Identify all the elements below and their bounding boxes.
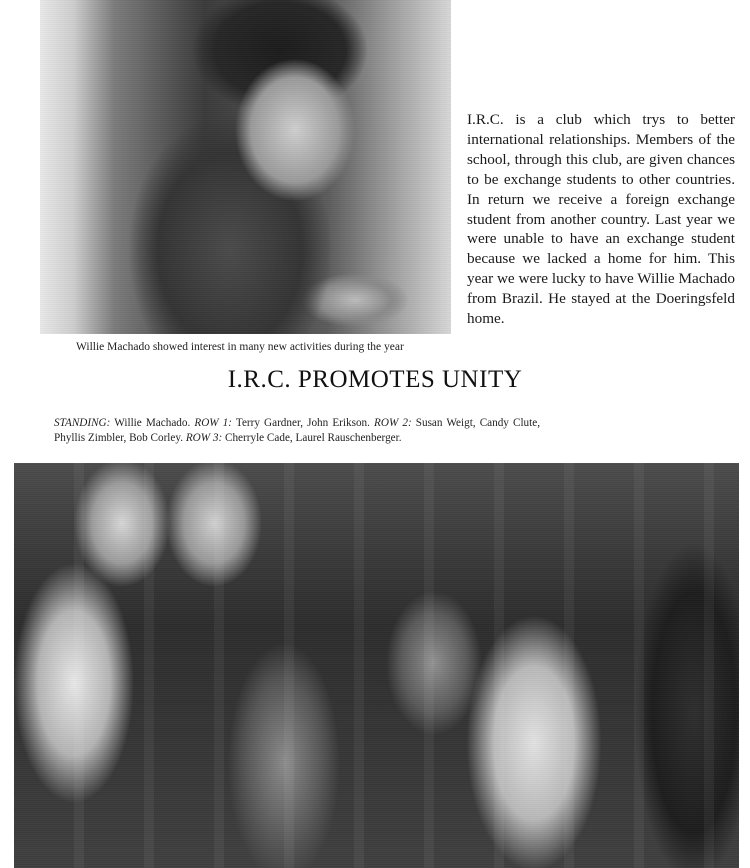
- photo-grain: [14, 463, 739, 868]
- group-photo-irc-members: [14, 463, 739, 868]
- standing-names: Willie Machado.: [114, 417, 191, 429]
- page-headline: I.R.C. PROMOTES UNITY: [227, 366, 523, 393]
- standing-label: STANDING:: [54, 417, 111, 429]
- group-photo-names: [54, 416, 540, 446]
- photo-caption: Willie Machado showed interest in many new activities during the year: [76, 341, 404, 353]
- row1-label: ROW 1:: [194, 417, 232, 429]
- row3-label: ROW 3:: [185, 432, 223, 444]
- row2-names: Susan Weigt, Candy Clute, Phyllis Zimbler, Bob Corley.: [54, 417, 541, 444]
- row1-names: Terry Gardner, John Erikson.: [235, 417, 370, 429]
- photo-willie-machado: [40, 0, 451, 334]
- photo-grain: [40, 0, 451, 334]
- row3-names: Cherryle Cade, Laurel Rauschenberger.: [225, 432, 402, 444]
- row2-label: ROW 2:: [374, 417, 412, 429]
- intro-paragraph: I.R.C. is a club which trys to better international relationships. Members of the school, through this club, are given chances to be exchange students to other countries. In return we receive a foreign exchange student from another country. Last year we were unable to have an exchange student because we lacked a home for him. This year we were lucky to have Willie Machado from Brazil. He stayed at the Doeringsfeld home.: [467, 111, 735, 328]
